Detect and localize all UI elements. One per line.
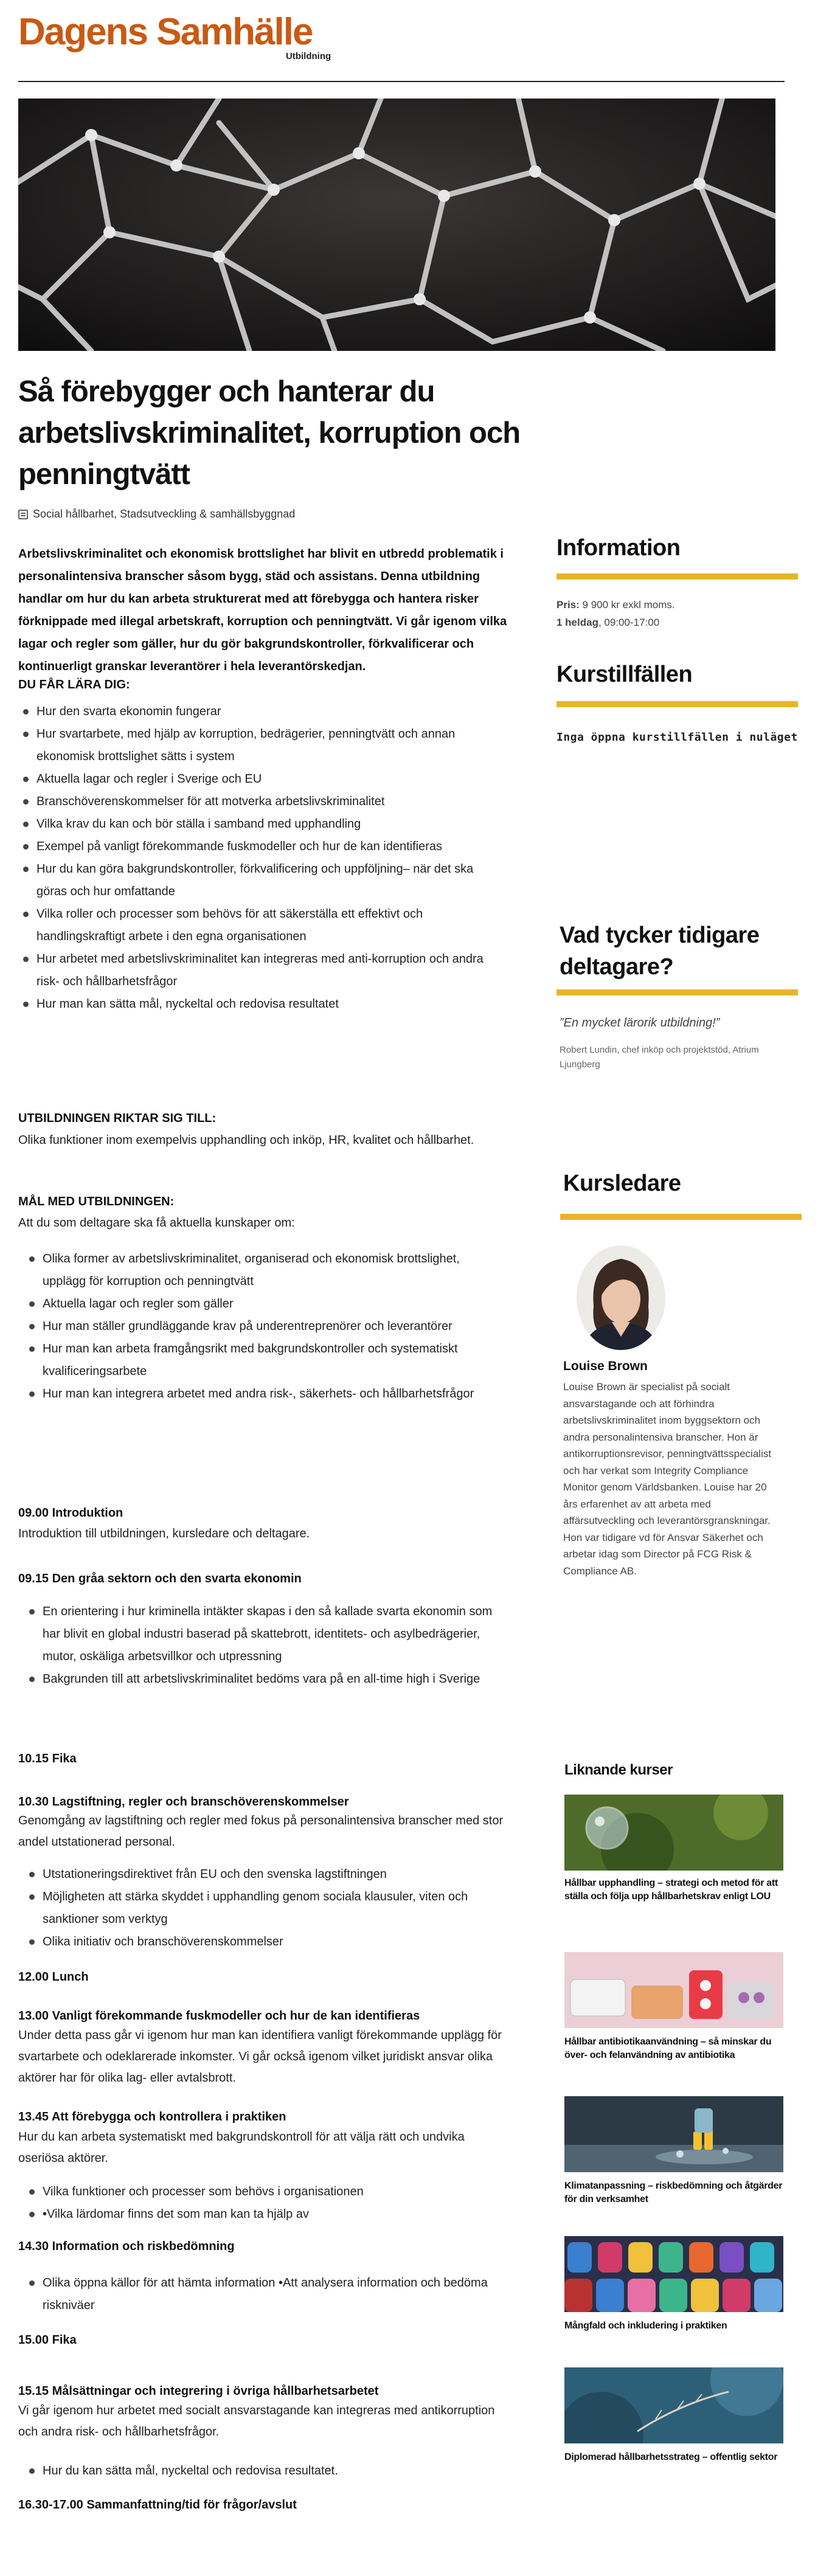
review-author: Robert Lundin, chef inköp och projektstöd, Atrium Ljungberg — [560, 1045, 759, 1070]
list-item: Exempel på vanligt förekommande fuskmodeller och hur de kan identifieras — [18, 836, 505, 858]
leader-name: Louise Brown — [563, 1359, 648, 1373]
leader-bio: Louise Brown är specialist på socialt ansvarstagande och att förhindra arbetslivskriminalitet inom byggsektorn och andra personalintensiva branscher. Hon är antikorruptionsrevisor, penningtvättsspecialist och har verkat som Integrity Compliance Monitor genom Världsbanken. Louise har 20 års erfarenhet av att arbeta med affärsutveckling och leverantörsgranskningar. Hon var tidigare vd för Ansvar Säkerhet och arbetar idag som Director på FCG Risk & Compliance AB. — [563, 1381, 772, 1577]
break-fika-1: 10.15 Fika — [18, 1752, 77, 1765]
price-label: Pris: — [556, 599, 580, 611]
related-card-1[interactable] — [564, 1795, 783, 1903]
schedule-intro-text: Introduktion till utbildningen, kursledare och deltagare. — [18, 1527, 310, 1540]
list-item: Hur svartarbete, med hjälp av korruption, bedrägerier, penningtvätt och annan ekonomisk brottslighet sätts i system — [18, 723, 505, 768]
list-item: Olika öppna källor för att hämta information •Att analysera information och bedöma riskniväer — [24, 2272, 511, 2317]
occasions-heading: Kurstillfällen — [556, 662, 693, 687]
duration-value: , 09:00-17:00 — [598, 617, 660, 628]
header-divider — [18, 81, 785, 82]
list-item: Branschöverenskommelser för att motverka arbetslivskriminalitet — [18, 791, 505, 813]
session-3-heading: 13.00 Vanligt förekommande fuskmodeller och hur de kan identifieras — [18, 2009, 420, 2023]
session-6-text: Vi går igenom hur arbetet med socialt ansvarstagande kan integreras med antikorruption och andra risk- och hållbarhetsfrågor. — [18, 2404, 495, 2439]
session-1-list — [24, 1601, 511, 1691]
list-item: Vilka krav du kan och bör ställa i samband med upphandling — [18, 813, 505, 836]
related-card-2[interactable] — [564, 1952, 783, 2062]
session-end-heading: 16.30-17.00 Sammanfattning/tid för frågor/avslut — [18, 2498, 297, 2512]
target-heading: UTBILDNINGEN RIKTAR SIG TILL: — [18, 1112, 217, 1125]
info-accent-bar — [556, 573, 798, 580]
related-card-3[interactable] — [564, 2096, 783, 2206]
list-item: Hur man kan integrera arbetet med andra risk-, säkerhets- och hållbarhetsfrågor — [24, 1383, 505, 1405]
related-card-title[interactable]: Klimatanpassning – riskbedömning och åtgärder för din verksamhet — [564, 2181, 783, 2204]
session-4-heading: 13.45 Att förebygga och kontrollera i praktiken — [18, 2110, 286, 2124]
list-item: En orientering i hur kriminella intäkter skapas i den så kallade svarta ekonomin som har blivit en global industri baserad på skattebrott, identitets- och asylbedrägerier, mutor, oskäliga arbetsvillkor och utpressning — [24, 1601, 511, 1668]
occasions-accent-bar — [556, 701, 798, 707]
wire-structure-illustration — [18, 99, 775, 351]
list-item: Vilka roller och processer som behövs för att säkerställa ett effektivt och handlingskraftigt arbete i den egna organisationen — [18, 903, 505, 948]
related-card-image[interactable] — [564, 2367, 783, 2443]
session-6-list — [24, 2460, 511, 2482]
session-2-list — [24, 1863, 511, 1953]
goal-list — [24, 1248, 505, 1405]
session-6-heading: 15.15 Målsättningar och integrering i övriga hållbarhetsarbetet — [18, 2384, 379, 2398]
list-item: Hur du kan göra bakgrundskontroller, förkvalificering och uppföljning– när det ska göras och hur omfattande — [18, 858, 505, 903]
list-item: Utstationeringsdirektivet från EU och den svenska lagstiftningen — [24, 1863, 511, 1886]
session-5-list — [24, 2272, 511, 2317]
list-item: Hur man kan arbeta framgångsrikt med bakgrundskontroller och systematiskt kvalificeringsarbete — [24, 1338, 505, 1383]
learn-list — [18, 701, 505, 1016]
related-card-image[interactable] — [564, 2096, 783, 2172]
related-card-4[interactable] — [564, 2236, 783, 2333]
list-item: Hur man kan sätta mål, nyckeltal och redovisa resultatet — [18, 993, 505, 1016]
page-title: Så förebygger och hanterar du arbetslivskriminalitet, korruption och penningtvätt — [18, 375, 521, 491]
hero-image — [18, 99, 775, 351]
session-4-list — [24, 2181, 511, 2226]
duration-label: 1 heldag — [556, 617, 598, 628]
reviews-accent-bar — [556, 989, 798, 995]
goal-text: Att du som deltagare ska få aktuella kunskaper om: — [18, 1216, 295, 1230]
list-item: Aktuella lagar och regler som gäller — [24, 1293, 505, 1315]
category-icon — [18, 510, 28, 519]
leader-heading: Kursledare — [563, 1171, 681, 1196]
target-text: Olika funktioner inom exempelvis upphandling och inköp, HR, kvalitet och hållbarhet. — [18, 1134, 474, 1147]
break-fika-2: 15.00 Fika — [18, 2333, 77, 2347]
session-2-heading: 10.30 Lagstiftning, regler och branschöverenskommelser — [18, 1795, 349, 1809]
review-quote: ”En mycket lärorik utbildning!” — [560, 1016, 720, 1030]
related-card-title[interactable]: Diplomerad hållbarhetsstrateg – offentlig sektor — [564, 2452, 778, 2462]
break-lunch: 12.00 Lunch — [18, 1970, 89, 1984]
leader-accent-bar — [560, 1214, 802, 1220]
price-row — [556, 599, 675, 611]
list-item: •Vilka lärdomar finns det som man kan ta hjälp av — [24, 2203, 511, 2226]
list-item: Möjligheten att stärka skyddet i upphandling genom sociala klausuler, viten och sanktioner som verktyg — [24, 1886, 511, 1931]
related-card-image[interactable] — [564, 2236, 783, 2312]
session-4-text: Hur du kan arbeta systematiskt med bakgrundskontroll för att välja rätt och undvika oseriösa aktörer. — [18, 2130, 465, 2165]
list-item: Bakgrunden till att arbetslivskriminalitet bedöms vara på en all-time high i Sverige — [24, 1668, 511, 1691]
list-item: Olika initiativ och branschöverenskommelser — [24, 1931, 511, 1953]
related-card-title[interactable]: Hållbar upphandling – strategi och metod för att ställa och följa upp hållbarhetskrav enligt LOU — [564, 1878, 778, 1902]
list-item: Olika former av arbetslivskriminalitet, organiserad och ekonomisk brottslighet, upplägg för korruption och penningtvätt — [24, 1248, 505, 1293]
list-item: Hur den svarta ekonomin fungerar — [18, 701, 505, 723]
category-label: Social hållbarhet, Stadsutveckling & samhällsbyggnad — [33, 508, 296, 520]
related-card-image[interactable] — [564, 1795, 783, 1871]
list-item: Hur du kan sätta mål, nyckeltal och redovisa resultatet. — [24, 2460, 511, 2482]
reviews-heading: Vad tycker tidigare deltagare? — [560, 923, 760, 980]
related-card-title[interactable]: Mångfald och inkludering i praktiken — [564, 2321, 727, 2331]
schedule-intro-heading: 09.00 Introduktion — [18, 1506, 123, 1520]
related-card-title[interactable]: Hållbar antibiotikaanvändning – så minskar du över- och felanvändning av antibiotika — [564, 2037, 772, 2060]
info-heading: Information — [556, 535, 681, 561]
brand-logo[interactable]: Dagens Samhälle — [18, 11, 313, 53]
goal-heading: MÅL MED UTBILDNINGEN: — [18, 1195, 175, 1208]
course-intro: Arbetslivskriminalitet och ekonomisk brottslighet har blivit en utbredd problematik i personalintensiva branscher såsom bygg, städ och assistans. Denna utbildning handlar om hur du kan arbeta strukturerat med att förebygga och hantera risker förknippade med illegal arbetskraft, korruption och penningtvätt. Vi går igenom vilka lagar och regler som gäller, hur du gör bakgrundskontroller, förkvalificerar och kontinuerligt granskar leverantörer i hela leverantörskedjan. — [18, 547, 507, 673]
learn-heading: DU FÅR LÄRA DIG: — [18, 678, 130, 691]
brand-sub: Utbildning — [286, 51, 331, 61]
category-tag[interactable] — [18, 508, 295, 521]
related-card-image[interactable] — [564, 1952, 783, 2028]
session-1-heading: 09.15 Den gråa sektorn och den svarta ekonomin — [18, 1572, 302, 1585]
list-item: Aktuella lagar och regler i Sverige och EU — [18, 768, 505, 791]
related-card-5[interactable] — [564, 2367, 783, 2464]
duration-row — [556, 617, 659, 629]
session-5-heading: 14.30 Information och riskbedömning — [18, 2240, 235, 2253]
list-item: Hur arbetet med arbetslivskriminalitet kan integreras med anti-korruption och andra risk- och hållbarhetsfrågor — [18, 948, 505, 993]
session-2-text: Genomgång av lagstiftning och regler med fokus på personalintensiva branscher med stor andel utstationerad personal. — [18, 1814, 504, 1849]
list-item: Hur man ställer grundläggande krav på underentreprenörer och leverantörer — [24, 1315, 505, 1338]
leader-avatar — [577, 1245, 665, 1350]
session-3-text: Under detta pass går vi igenom hur man kan identifiera vanligt förekommande upplägg för svartarbete och odeklarerade inkomster. Vi går också igenom vilket juridiskt ansvar olika aktörer har för olika lag- eller avtalsbrott. — [18, 2029, 502, 2085]
price-value: 9 900 kr exkl moms. — [582, 599, 675, 611]
list-item: Vilka funktioner och processer som behövs i organisationen — [24, 2181, 511, 2203]
related-heading: Liknande kurser — [564, 1762, 673, 1778]
occasions-empty-text: Inga öppna kurstillfällen i nuläget — [556, 731, 798, 744]
